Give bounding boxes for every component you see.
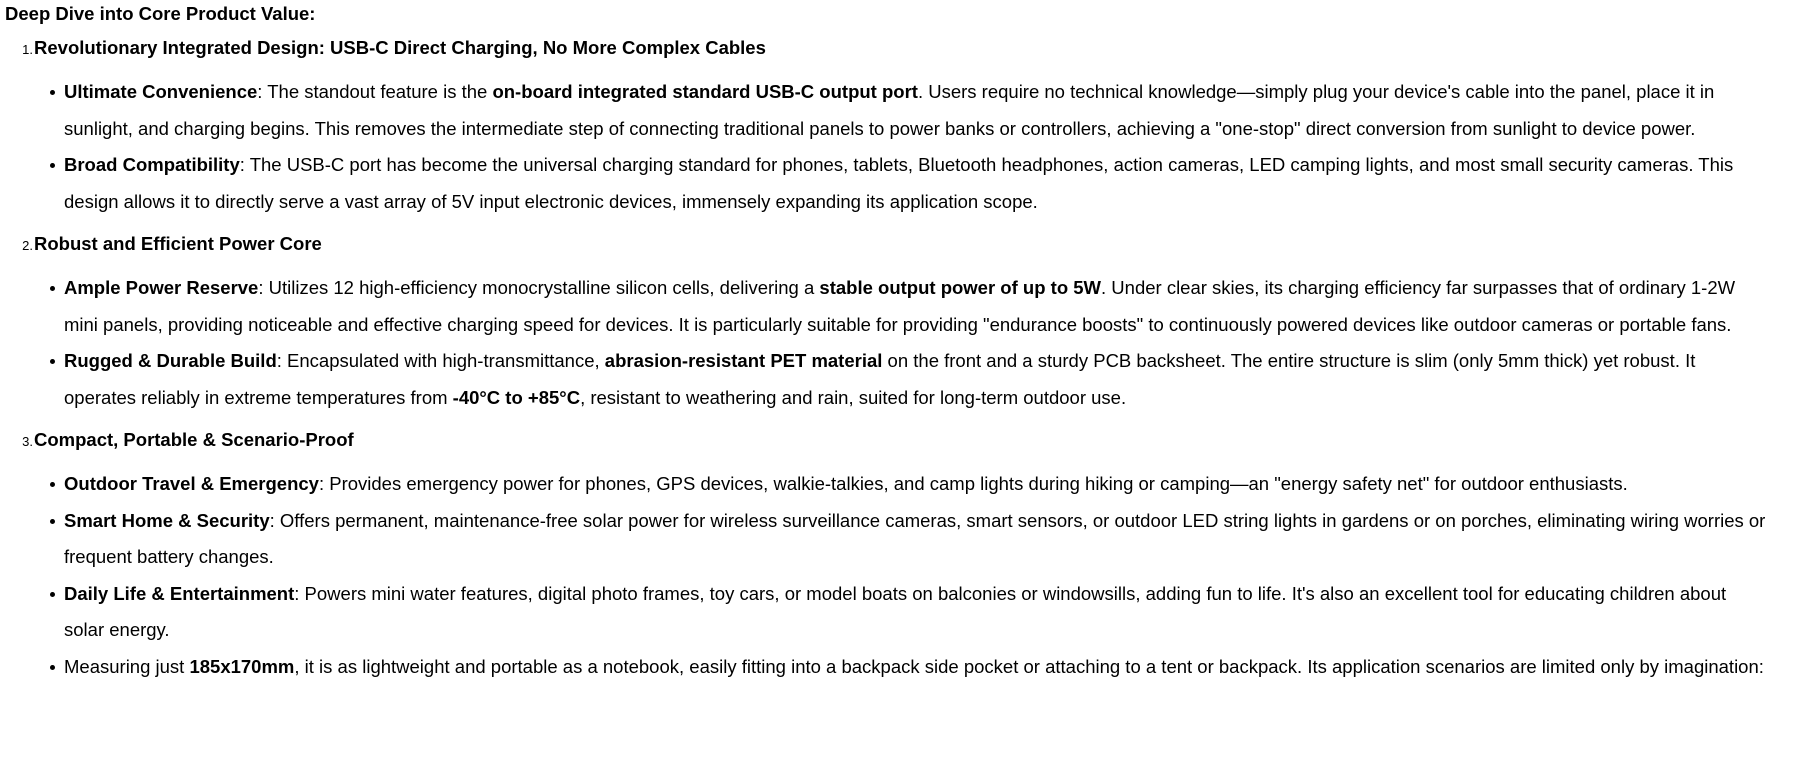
bullet-highlight: on-board integrated standard USB-C output port	[492, 81, 918, 102]
section-heading	[5, 428, 1791, 454]
bullet-lead: Outdoor Travel & Emergency	[64, 473, 319, 494]
section-number: 3.	[22, 434, 33, 449]
bullet-lead: Ultimate Convenience	[64, 81, 258, 102]
bullet-item	[64, 503, 1791, 576]
bullet-text: : Powers mini water features, digital photo frames, toy cars, or model boats on balconies or windowsills, adding fun to life. It's also an excellent tool for educating children about solar energy.	[64, 582, 1727, 640]
bullet-text: , it is as lightweight and portable as a notebook, easily fitting into a backpack side pocket or attaching to a tent or backpack. Its application scenarios are limited only by imagination:	[294, 655, 1764, 677]
bullet-text: . Under clear skies, its charging efficiency far surpasses that of ordinary 1-2W mini panels, providing noticeable and effective charging speed for devices. It is particularly suitable for providing "endurance boosts" to continuously powered devices like outdoor cameras or portable fans.	[64, 277, 1736, 335]
bullet-lead: Smart Home & Security	[64, 509, 270, 531]
bullet-text: . Users require no technical knowledge—simply plug your device's cable into the panel, place it in sunlight, and charging begins. This removes the intermediate step of connecting traditional panels to power banks or controllers, achieving a "one-stop" direct conversion from sunlight to device power.	[64, 81, 1715, 139]
bullet-highlight: stable output power of up to 5W	[819, 277, 1102, 298]
page-title: Deep Dive into Core Product Value:	[5, 3, 316, 24]
section-number: 2.	[22, 238, 33, 253]
section-title: Compact, Portable & Scenario-Proof	[34, 429, 354, 450]
bullet-text: , resistant to weathering and rain, suited for long-term outdoor use.	[580, 386, 1127, 408]
bullet-text: : The standout feature is the	[257, 81, 493, 102]
bullet-text: : Offers permanent, maintenance-free solar power for wireless surveillance cameras, smart sensors, or outdoor LED string lights in gardens or on porches, eliminating wiring worries or frequent battery changes.	[64, 509, 1766, 567]
section-list	[5, 36, 1791, 685]
bullet-text: : Encapsulated with high-transmittance,	[276, 350, 605, 371]
bullet-text: : The USB-C port has become the universal charging standard for phones, tablets, Bluetooth headphones, action cameras, LED camping lights, and most small security cameras. This design allows it to directly serve a vast array of 5V input electronic devices, immensely expanding its application scope.	[64, 154, 1734, 212]
bullet-text: : Provides emergency power for phones, GPS devices, walkie-talkies, and camp lights during hiking or camping—an "energy safety net" for outdoor enthusiasts.	[318, 473, 1628, 494]
bullet-highlight: abrasion-resistant PET material	[604, 350, 883, 371]
section-1	[5, 36, 1791, 220]
bullet-text: Measuring just	[64, 655, 190, 677]
bullet-item	[64, 74, 1791, 147]
bullet-lead: Ample Power Reserve	[64, 277, 259, 298]
bullet-lead: Rugged & Durable Build	[64, 350, 277, 371]
bullet-lead: Broad Compatibility	[64, 154, 240, 175]
bullet-highlight: 185x170mm	[189, 655, 295, 677]
bullet-highlight: -40°C to +85°C	[452, 386, 581, 408]
bullet-item	[64, 270, 1791, 343]
bullet-list	[5, 466, 1791, 685]
section-heading	[5, 232, 1791, 258]
bullet-list	[5, 74, 1791, 220]
section-3	[5, 428, 1791, 685]
bullet-item	[64, 576, 1791, 649]
bullet-text: on the front and a sturdy PCB backsheet. The entire structure is slim (only 5mm thick) yet robust. It operates reliably in extreme temperatures from	[64, 350, 1696, 408]
bullet-text: : Utilizes 12 high-efficiency monocrystalline silicon cells, delivering a	[258, 277, 820, 298]
section-heading	[5, 36, 1791, 62]
bullet-item	[64, 343, 1791, 416]
section-title: Robust and Efficient Power Core	[34, 233, 322, 254]
bullet-item	[64, 649, 1791, 686]
section-number: 1.	[22, 42, 33, 57]
section-title: Revolutionary Integrated Design: USB-C Direct Charging, No More Complex Cables	[34, 37, 766, 58]
bullet-list	[5, 270, 1791, 416]
bullet-item	[64, 147, 1791, 220]
bullet-item	[64, 466, 1791, 503]
bullet-lead: Daily Life & Entertainment	[64, 582, 295, 604]
section-2	[5, 232, 1791, 416]
